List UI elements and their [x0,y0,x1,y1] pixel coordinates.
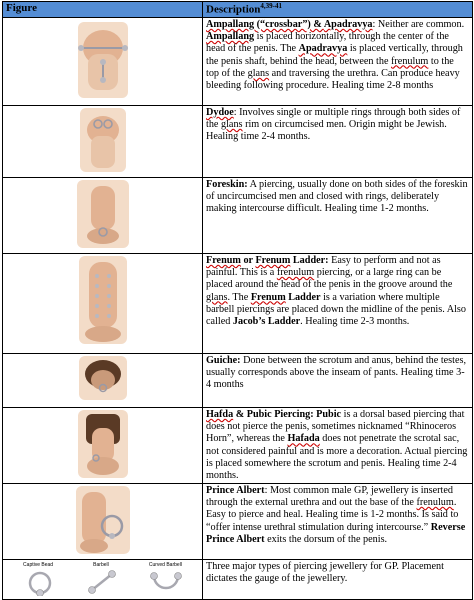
description-fragment: Foreskin: [206,179,248,190]
description-fragment: frenulum [276,267,315,279]
figure-cell [3,254,203,354]
description-fragment: is a variation where multiple barbell piercings are placed down the midline of the penis. Also called [206,291,466,328]
description-fragment: & Pubic Piercing: [233,409,314,420]
figure-cell [3,484,203,560]
description-cell [203,408,473,484]
description-fragment: Prince Albert [206,485,265,496]
description-fragment: is placed horizontally, through the center of the head of the penis. The [206,31,449,55]
frenum-ladder-illustration [75,254,131,346]
description-frenum [203,254,472,328]
description-fragment: Guiche: [206,355,241,366]
description-fragment: frenulum [416,497,454,509]
description-fragment: Frenum [206,255,241,266]
table-row [3,178,473,254]
description-fragment: or [240,255,256,266]
description-fragment: Ladder [285,291,321,303]
figure-cell [3,18,203,106]
description-fragment: Hafada [287,433,320,445]
description-fragment: and traversing the urethra. Can produce heavy bleeding following procedure. Healing time 2-8 months [206,67,460,92]
description-cell [203,484,473,560]
description-cell [203,178,473,254]
description-fragment: glans [221,119,243,131]
description-fragment: : Most common male GP, jewellery is inserted through the external urethra and out the base of the [206,485,454,509]
description-cell [203,254,473,354]
description-jewellery [203,560,472,585]
description-fragment: glans [247,67,270,79]
description-fragment: glans [206,291,228,303]
description-fragment: Frenum [250,291,286,303]
table-row [3,560,473,600]
description-cell [203,106,473,178]
jewellery-labels [3,560,202,568]
header-figure: Figure [3,2,203,18]
curved-barbell-icon [150,573,181,589]
description-fragment: . Healing time 2-3 months. [300,316,410,328]
description-cell [203,18,473,106]
header-description [203,2,473,18]
description-fragment: . Easy to pierce and heal. Healing time is 1-2 months. Is said to “offer intense urethral stimulation during intercourse.” [206,497,459,533]
description-fragment: frenulum [391,55,429,67]
description-fragment: does not penetrate the scrotal sac, not considered painful and is more a decoration. Actual piercing is placed somewhere the scrotum and penis. Healing time 2-4 months. [206,433,468,482]
description-dydoe [203,106,472,144]
table-row [3,484,473,560]
description-fragment: . The [227,291,251,303]
table-row [3,254,473,354]
description-fragment: Dydoe [206,107,234,118]
description-fragment: Frenum [255,255,291,266]
guiche-illustration [77,354,129,402]
description-foreskin [203,178,472,216]
description-fragment: Ladder: [290,255,329,266]
description-fragment: Ampallang [206,31,255,43]
description-fragment: Jacob’s Ladder [232,316,301,328]
description-ampallang [203,18,472,92]
description-fragment: A piercing, usually done on both sides of the foreskin of uncircumcised men and closed with rings, deliberately making intercourse difficult. Healing time 1-2 months. [206,179,468,215]
description-fragment: Done between the scrotum and anus, behind the testes, usually corresponds above the inseam of pants. Healing time 3-4 months [206,355,467,391]
barbell-label: Barbell [93,562,109,568]
description-fragment: exits the dorsum of the penis. [264,533,388,545]
figure-cell [3,178,203,254]
description-fragment: Easy to perform and not as painful. This is a [206,255,441,279]
description-fragment: to the top of the [206,55,454,79]
table-row [3,354,473,408]
figure-cell [3,408,203,484]
description-fragment: : Involves single or multiple rings through both sides of the [206,107,461,131]
table-header-row [3,2,473,18]
description-fragment: Apadravya [298,43,348,55]
header-description-citation: 4,39-41 [260,2,282,10]
description-fragment: Hafda [206,409,234,420]
piercing-table [2,1,473,600]
description-prince-albert [203,484,472,546]
description-fragment: is placed vertically, through the penis shaft, behind the head, between the [206,43,463,67]
description-fragment: Three major types of piercing jewellery for GP. Placement dictates the gauge of the jewellery. [206,561,444,585]
description-fragment: Pubic [316,409,342,420]
barbell-icon [88,571,115,594]
description-cell [203,560,473,600]
ampallang-illustration [68,18,138,100]
description-guiche [203,354,472,392]
table-row [3,408,473,484]
table-row [3,106,473,178]
figure-cell [3,106,203,178]
captive-bead-label: Captive Bead [23,562,54,568]
jewellery-illustration [8,568,198,596]
table-row [3,18,473,106]
description-fragment: Ampallang (“crossbar”) & [206,19,324,30]
header-description-label: Description [206,3,261,16]
description-fragment: : Neither are common. [372,19,465,30]
description-fragment: rim on circumcised men. Origin might be Jewish. Healing time 2-4 months. [206,119,447,143]
figure-cell [3,354,203,408]
prince-albert-illustration [72,484,134,556]
description-fragment: piercing, or a large ring can be placed around the head of the penis in the groove around the [206,267,453,291]
foreskin-illustration [73,178,133,250]
description-hafada [203,408,472,482]
description-fragment: is a dorsal based piercing that does not pierce the penis, sometimes nicknamed “Rhinoceros Horn”, whereas the [206,409,465,445]
curved-barbell-label: Curved Barbell [148,562,182,568]
figure-cell [3,560,203,600]
description-fragment: Apadravya [323,19,373,30]
description-fragment: Reverse Prince Albert [206,521,466,545]
hafada-illustration [74,408,132,480]
dydoe-illustration [76,106,130,174]
description-cell [203,354,473,408]
